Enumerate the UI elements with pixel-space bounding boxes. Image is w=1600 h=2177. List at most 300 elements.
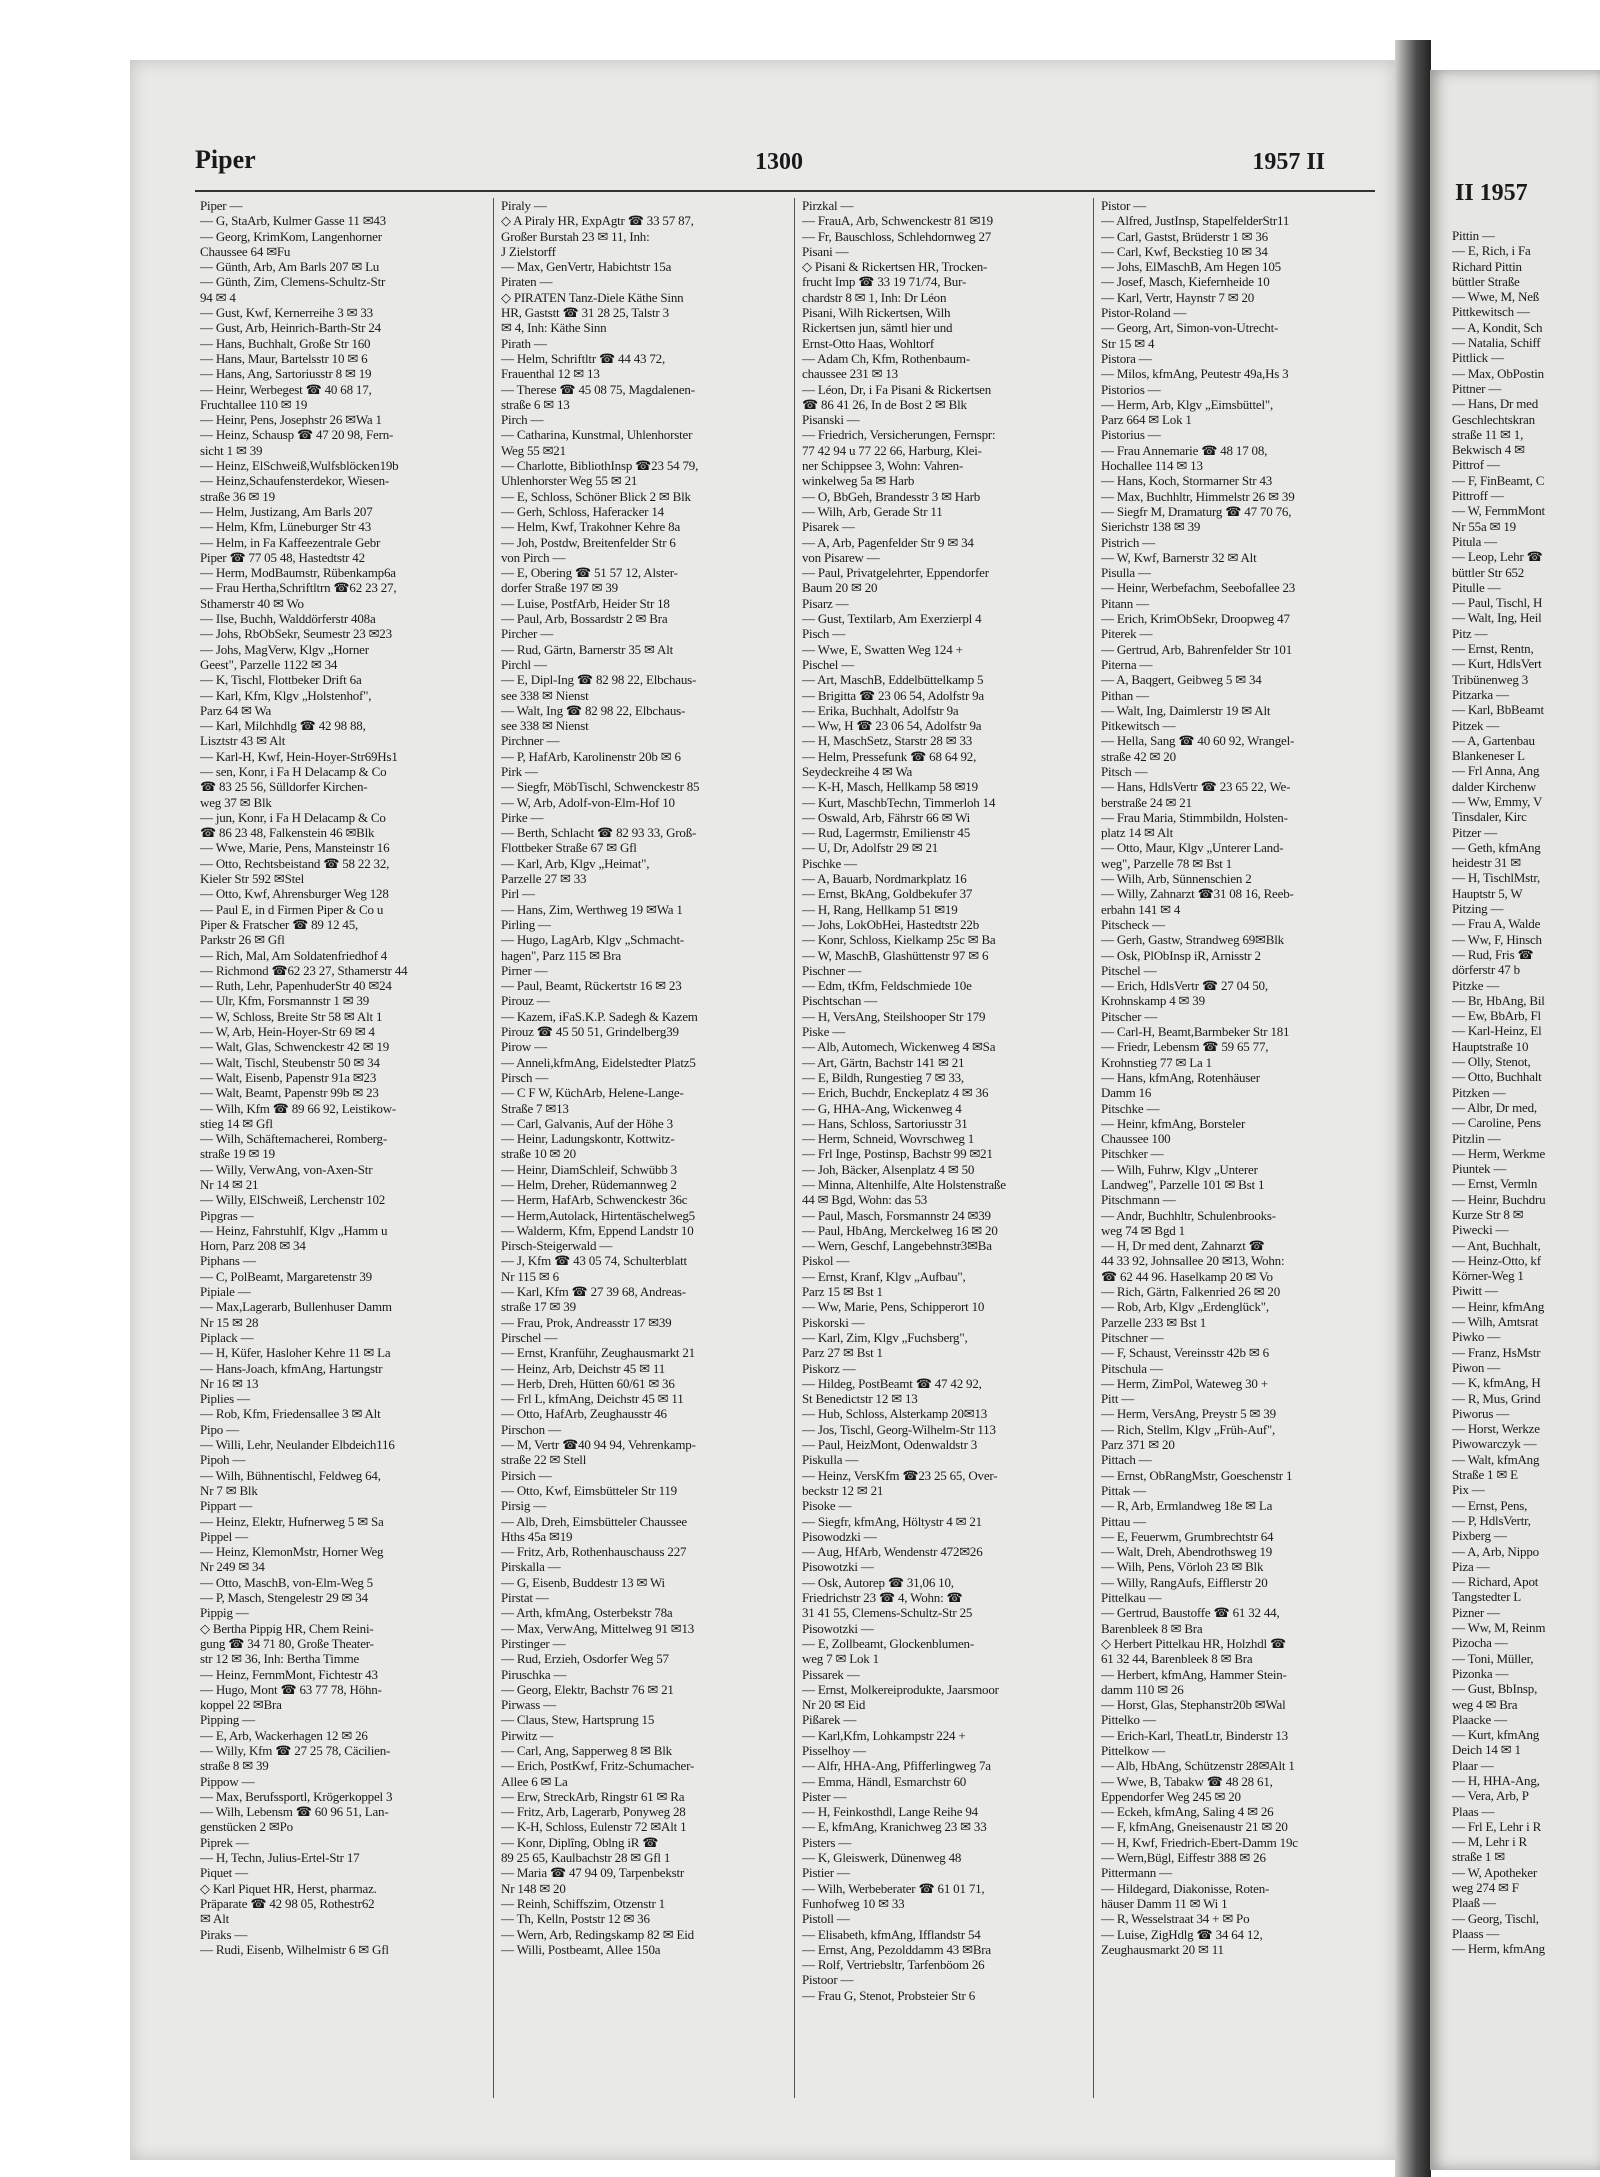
- directory-column-2: [501, 198, 786, 2158]
- directory-entry: — Siegfr M, Dramaturg ☎ 47 70 76,: [1101, 503, 1292, 519]
- directory-entry: — Hans, HdlsVertr ☎ 23 65 22, We-: [1101, 779, 1291, 795]
- directory-entry: — Herm, Werkme: [1452, 1145, 1546, 1161]
- directory-entry: Plaas —: [1452, 1803, 1495, 1819]
- directory-entry: — Heinr, Werbegest ☎ 40 68 17,: [200, 381, 372, 397]
- directory-entry: — Carl, Kwf, Beckstieg 10 ✉ 34: [1101, 243, 1268, 259]
- directory-entry: weg 274 ✉ F: [1452, 1880, 1519, 1896]
- directory-entry: — G, HHA-Ang, Wickenweg 4: [802, 1100, 962, 1116]
- directory-entry: — Josef, Masch, Kiefernheide 10: [1101, 274, 1270, 290]
- directory-entry: — Wern, Arb, Redingskamp 82 ✉ Eid: [501, 1926, 694, 1942]
- directory-entry: — Max,Lagerarb, Bullenhuser Damm: [200, 1299, 392, 1315]
- directory-entry: — P, HafArb, Karolinenstr 20b ✉ 6: [501, 748, 681, 764]
- directory-entry: Horn, Parz 208 ✉ 34: [200, 1238, 306, 1254]
- directory-entry: — E, kfmAng, Kranichweg 23 ✉ 33: [802, 1819, 987, 1835]
- directory-entry: — M, Vertr ☎40 94 94, Vehrenkamp-: [501, 1437, 696, 1453]
- directory-entry: straße 10 ✉ 20: [501, 1146, 576, 1162]
- directory-entry: — Frau Annemarie ☎ 48 17 08,: [1101, 442, 1268, 458]
- directory-entry: — Horst, Werkze: [1452, 1421, 1540, 1437]
- header-rule: [195, 190, 1375, 192]
- directory-entry: — U, Dr, Adolfstr 29 ✉ 21: [802, 840, 939, 856]
- directory-entry: 89 25 65, Kaulbachstr 28 ✉ Gfl 1: [501, 1850, 671, 1866]
- directory-entry: — W, Arb, Hein-Hoyer-Str 69 ✉ 4: [200, 1024, 375, 1040]
- directory-entry: — Helm, Kwf, Trakohner Kehre 8a: [501, 519, 681, 535]
- directory-entry: J Zielstorff: [501, 243, 556, 259]
- directory-entry: — Frau Hertha,Schriftltrn ☎62 23 27,: [200, 580, 397, 596]
- directory-entry: — Max, VerwAng, Mittelweg 91 ✉13: [501, 1620, 695, 1636]
- directory-entry: — Therese ☎ 45 08 75, Magdalenen-: [501, 381, 695, 397]
- directory-entry: — Frl Inge, Postinsp, Bachstr 99 ✉21: [802, 1146, 993, 1162]
- directory-entry: Pirch —: [501, 412, 544, 428]
- directory-entry: — Gust, Arb, Heinrich-Barth-Str 24: [200, 320, 381, 336]
- directory-entry: — Alfred, JustInsp, StapelfelderStr11: [1101, 213, 1290, 229]
- directory-entry: ner Schippsee 3, Wohn: Vahren-: [802, 458, 964, 474]
- directory-entry: Pistorios —: [1101, 381, 1161, 397]
- directory-entry: — Ew, BbArb, Fl: [1452, 1008, 1541, 1024]
- directory-entry: — K-H, Schloss, Eulenstr 72 ✉Alt 1: [501, 1819, 687, 1835]
- directory-entry: — Gerh, Gastw, Strandweg 69✉Blk: [1101, 932, 1284, 948]
- directory-entry: Pitulle —: [1452, 579, 1501, 595]
- directory-entry: — Hans, Maur, Bartelsstr 10 ✉ 6: [200, 350, 368, 366]
- directory-entry: — Aug, HfArb, Wendenstr 472✉26: [802, 1544, 983, 1560]
- directory-entry: — Georg, Art, Simon-von-Utrecht-: [1101, 320, 1279, 336]
- directory-entry: — Wilh, Lebensm ☎ 60 96 51, Lan-: [200, 1804, 389, 1820]
- directory-entry: — Carl, Ang, Sapperweg 8 ✉ Blk: [501, 1742, 672, 1758]
- directory-entry: — Ernst, Kranf, Klgv „Aufbau",: [802, 1268, 966, 1284]
- directory-entry: — F, kfmAng, Gneisenaustr 21 ✉ 20: [1101, 1819, 1288, 1835]
- directory-entry: — Erich-Karl, TheatLtr, Binderstr 13: [1101, 1727, 1288, 1743]
- directory-entry: Pitz —: [1452, 625, 1488, 641]
- directory-entry: Chaussee 64 ✉Fu: [200, 243, 291, 259]
- directory-entry: Pittroff —: [1452, 488, 1504, 504]
- directory-entry: Lisztstr 43 ✉ Alt: [200, 733, 286, 749]
- directory-entry: — Gust, Kwf, Kernerreihe 3 ✉ 33: [200, 305, 373, 321]
- directory-entry: Pithan —: [1101, 687, 1149, 703]
- directory-entry: — Kurt, HdlsVert: [1452, 656, 1542, 672]
- directory-entry: — Gust, BbInsp,: [1452, 1681, 1538, 1697]
- directory-entry: — Arth, kfmAng, Osterbekstr 78a: [501, 1605, 673, 1621]
- directory-entry: Plaacke —: [1452, 1711, 1507, 1727]
- directory-entry: — Rob, Arb, Klgv „Erdenglück",: [1101, 1299, 1269, 1315]
- directory-entry: Pittach —: [1101, 1452, 1152, 1468]
- directory-entry: — Erich, Buchdr, Enckeplatz 4 ✉ 36: [802, 1085, 989, 1101]
- directory-entry: Parkstr 26 ✉ Gfl: [200, 932, 285, 948]
- directory-entry: Pistoor —: [802, 1972, 854, 1988]
- directory-entry: Pitzing —: [1452, 901, 1504, 917]
- directory-entry: Rickertsen jun, sämtl hier und: [802, 320, 953, 336]
- directory-entry: Pirsch —: [501, 1069, 549, 1085]
- directory-entry: — G, StaArb, Kulmer Gasse 11 ✉43: [200, 213, 386, 229]
- directory-entry: — Rolf, Vertriebsltr, Tarfenböom 26: [802, 1957, 985, 1973]
- directory-entry: Pischke —: [802, 855, 857, 871]
- directory-entry: — Helm, Pressefunk ☎ 68 64 92,: [802, 748, 977, 764]
- directory-entry: — Paul, Tischl, H: [1452, 595, 1543, 611]
- directory-entry: Str 15 ✉ 4: [1101, 335, 1155, 351]
- directory-entry: — Frau G, Stenot, Probsteier Str 6: [802, 1987, 976, 2003]
- directory-entry: — Milos, kfmAng, Peutestr 49a,Hs 3: [1101, 366, 1289, 382]
- directory-entry: — Edm, tKfm, Feldschmiede 10e: [802, 978, 972, 994]
- directory-entry: Ernst-Otto Haas, Wohltorf: [802, 335, 934, 351]
- directory-entry: Kieler Str 592 ✉Stel: [200, 871, 305, 887]
- directory-entry: genstücken 2 ✉Po: [200, 1819, 293, 1835]
- directory-entry: Pistier —: [802, 1865, 850, 1881]
- directory-entry: Piper ☎ 77 05 48, Hastedtstr 42: [200, 549, 365, 565]
- directory-entry: — Ulr, Kfm, Forsmannstr 1 ✉ 39: [200, 993, 370, 1009]
- directory-entry: — Wilh, Pens, Vörloh 23 ✉ Blk: [1101, 1559, 1264, 1575]
- directory-entry: — Helm, in Fa Kaffeezentrale Gebr: [200, 534, 381, 550]
- directory-entry: weg 37 ✉ Blk: [200, 794, 272, 810]
- directory-entry: Piwowarczyk —: [1452, 1436, 1537, 1452]
- directory-entry: straße 1 ✉: [1452, 1849, 1505, 1865]
- directory-entry: Plaass —: [1452, 1925, 1500, 1941]
- directory-entry: Geest", Parzelle 1122 ✉ 34: [200, 656, 338, 672]
- running-head-name: Piper: [195, 145, 256, 174]
- directory-entry: Pitula —: [1452, 533, 1497, 549]
- directory-entry: Pirl —: [501, 886, 535, 902]
- directory-entry: — Heinr, Werbefachm, Seebofallee 23: [1101, 580, 1296, 596]
- directory-entry: Hauptstr 5, W: [1452, 885, 1523, 901]
- directory-entry: Nr 20 ✉ Eid: [802, 1697, 866, 1713]
- directory-entry: — Jos, Tischl, Georg-Wilhelm-Str 113: [802, 1421, 996, 1437]
- directory-entry: büttler Str 652: [1452, 564, 1525, 580]
- directory-entry: — Ww, M, Reinm: [1452, 1620, 1546, 1636]
- column-divider: [493, 198, 494, 2098]
- directory-entry: Uhlenhorster Weg 55 ✉ 21: [501, 473, 638, 489]
- directory-entry: — Hub, Schloss, Alsterkamp 20✉13: [802, 1406, 988, 1422]
- directory-entry: Pittermann —: [1101, 1865, 1172, 1881]
- directory-entry: — F, FinBeamt, C: [1452, 472, 1545, 488]
- directory-entry: dorfer Straße 197 ✉ 39: [501, 580, 618, 596]
- directory-entry: Körner-Weg 1: [1452, 1268, 1524, 1284]
- directory-entry: Frauenthal 12 ✉ 13: [501, 366, 600, 382]
- directory-entry: — Richard, Apot: [1452, 1574, 1539, 1590]
- directory-entry: — Brigitta ☎ 23 06 54, Adolfstr 9a: [802, 687, 984, 703]
- directory-entry: — Heinz, KlemonMstr, Horner Weg: [200, 1544, 384, 1560]
- directory-entry: — Rich, Mal, Am Soldatenfriedhof 4: [200, 947, 388, 963]
- directory-entry: — Alb, HbAng, Schützenstr 28✉Alt 1: [1101, 1758, 1295, 1774]
- directory-entry: — E, Bildh, Rungestieg 7 ✉ 33,: [802, 1069, 964, 1085]
- directory-entry: Piplies —: [200, 1391, 250, 1407]
- directory-entry: Sthamerstr 40 ✉ Wo: [200, 595, 304, 611]
- directory-entry: Pitscheck —: [1101, 916, 1165, 932]
- directory-entry: Nr 115 ✉ 6: [501, 1268, 559, 1284]
- directory-entry: ☎ 83 25 56, Sülldorfer Kirchen-: [200, 779, 368, 795]
- directory-entry: Piskulla —: [802, 1452, 859, 1468]
- directory-entry: Pirow —: [501, 1039, 547, 1055]
- running-head-year: 1957 II: [1252, 149, 1325, 175]
- directory-entry: — sen, Konr, i Fa H Delacamp & Co: [200, 763, 387, 779]
- directory-entry: — A, Kondit, Sch: [1452, 319, 1543, 335]
- directory-entry: Landweg", Parzelle 101 ✉ Bst 1: [1101, 1177, 1265, 1192]
- directory-entry: ◇ PIRATEN Tanz-Diele Käthe Sinn: [501, 289, 684, 305]
- directory-entry: — Rich, Stellm, Klgv „Früh-Auf",: [1101, 1421, 1276, 1437]
- directory-entry: Pirsich —: [501, 1467, 552, 1483]
- directory-entry: — G, Eisenb, Buddestr 13 ✉ Wi: [501, 1574, 665, 1590]
- directory-entry: — Otto, Maur, Klgv „Unterer Land-: [1101, 840, 1284, 856]
- directory-entry: Pisani, Wilh Rickertsen, Wilh: [802, 305, 951, 321]
- directory-entry: Zeughausmarkt 20 ✉ 11: [1101, 1941, 1224, 1957]
- directory-entry: — Art, Gärtn, Bachstr 141 ✉ 21: [802, 1054, 965, 1070]
- directory-entry: — Otto, MaschB, von-Elm-Weg 5: [200, 1574, 373, 1590]
- right-page-header: II 1957: [1455, 180, 1528, 206]
- directory-entry: — Walt, Glas, Schwenckestr 42 ✉ 19: [200, 1039, 390, 1055]
- directory-entry: — Max, ObPostin: [1452, 365, 1544, 381]
- directory-entry: — Rud, Fris ☎: [1452, 946, 1534, 962]
- directory-entry: — Heinz, Schausp ☎ 47 20 98, Fern-: [200, 427, 394, 443]
- directory-entry: — Walt, Ing, Heil: [1452, 610, 1542, 626]
- directory-entry: — Alb, Dreh, Eimsbütteler Chaussee: [501, 1513, 687, 1529]
- directory-entry: Pirwitz —: [501, 1727, 554, 1743]
- directory-entry: — Karl, Vertr, Haynstr 7 ✉ 20: [1101, 289, 1255, 305]
- directory-entry: Pipiale —: [200, 1284, 251, 1300]
- directory-entry: Pitschke —: [1101, 1100, 1160, 1116]
- directory-entry: Fruchtallee 110 ✉ 19: [200, 396, 308, 412]
- directory-entry: — Heinr, Buchdru: [1452, 1191, 1546, 1207]
- directory-entry: Plaar —: [1452, 1757, 1494, 1773]
- directory-entry: Pitkewitsch —: [1101, 718, 1176, 734]
- directory-entry: — Frau, Prok, Andreasstr 17 ✉39: [501, 1314, 672, 1330]
- directory-entry: Piske —: [802, 1024, 846, 1040]
- directory-entry: Pipoh —: [200, 1452, 246, 1468]
- directory-entry: — R, Wesselstraat 34 + ✉ Po: [1101, 1911, 1250, 1927]
- directory-entry: — Br, HbAng, Bil: [1452, 992, 1545, 1008]
- directory-entry: — Willy, RangAufs, Eifflerstr 20: [1101, 1574, 1268, 1590]
- directory-entry: Pixberg —: [1452, 1528, 1507, 1544]
- directory-entry: — Otto, HafArb, Zeughausstr 46: [501, 1406, 667, 1422]
- directory-entry: Nr 148 ✉ 20: [501, 1880, 566, 1896]
- directory-entry: — FrauA, Arb, Schwenckestr 81 ✉19: [802, 213, 993, 229]
- directory-entry: — Wilh, Arb, Sünnenschien 2: [1101, 871, 1252, 887]
- directory-entry: heidestr 31 ✉: [1452, 855, 1521, 871]
- directory-entry: Pitschner —: [1101, 1329, 1164, 1345]
- directory-entry: Pippow —: [200, 1773, 255, 1789]
- directory-entry: Piuntek —: [1452, 1161, 1507, 1177]
- directory-entry: — Oswald, Arb, Fährstr 66 ✉ Wi: [802, 809, 971, 825]
- directory-entry: Piraten —: [501, 274, 553, 290]
- directory-entry: Pitsch —: [1101, 763, 1148, 779]
- directory-entry: Barenbleek 8 ✉ Bra: [1101, 1620, 1203, 1636]
- directory-entry: — Heinz-Otto, kf: [1452, 1252, 1541, 1268]
- directory-entry: Nr 249 ✉ 34: [200, 1559, 265, 1575]
- directory-entry: Pittrof —: [1452, 457, 1500, 473]
- directory-entry: — R, Mus, Grind: [1452, 1390, 1541, 1406]
- directory-entry: — Heinz, VersKfm ☎23 25 65, Over-: [802, 1467, 998, 1483]
- directory-entry: — Berth, Schlacht ☎ 82 93 33, Groß-: [501, 825, 697, 841]
- directory-entry: ☎ 86 41 26, In de Bost 2 ✉ Blk: [802, 396, 967, 412]
- directory-entry: Krohnskamp 4 ✉ 39: [1101, 993, 1205, 1009]
- directory-entry: — W, FernmMont: [1452, 503, 1545, 519]
- directory-entry: weg", Parzelle 78 ✉ Bst 1: [1101, 855, 1233, 871]
- directory-entry: Pitzke —: [1452, 977, 1500, 993]
- directory-entry: — R, Arb, Ermlandweg 18e ✉ La: [1101, 1498, 1273, 1514]
- directory-entry: — Johs, MagVerw, Klgv „Horner: [200, 641, 369, 657]
- directory-entry: Hths 45a ✉19: [501, 1528, 573, 1544]
- directory-entry: — H, Küfer, Hasloher Kehre 11 ✉ La: [200, 1345, 391, 1361]
- directory-entry: — A, Baqgert, Geibweg 5 ✉ 34: [1101, 672, 1262, 688]
- directory-entry: weg 4 ✉ Bra: [1452, 1696, 1518, 1712]
- directory-entry: straße 42 ✉ 20: [1101, 748, 1176, 764]
- directory-entry: Pittkewitsch —: [1452, 304, 1530, 320]
- directory-entry: Pisowotzki —: [802, 1620, 874, 1636]
- directory-column-1: [200, 198, 485, 2158]
- directory-entry: Pisowodzki —: [802, 1528, 877, 1544]
- directory-entry: — Wwe, M, Neß: [1452, 289, 1540, 305]
- directory-entry: Pitschker —: [1101, 1146, 1164, 1162]
- directory-entry: Pizocha —: [1452, 1635, 1508, 1651]
- directory-entry: — Helm, Kfm, Lüneburger Str 43: [200, 519, 372, 535]
- directory-entry: Pisters —: [802, 1834, 852, 1850]
- directory-entry: — Art, MaschB, Eddelbüttelkamp 5: [802, 672, 984, 688]
- directory-entry: — jun, Konr, i Fa H Delacamp & Co: [200, 809, 386, 825]
- directory-entry: — Ernst, Vermln: [1452, 1176, 1538, 1192]
- directory-entry: — Olly, Stenot,: [1452, 1054, 1531, 1070]
- directory-entry: ☎ 62 44 96. Haselkamp 20 ✉ Vo: [1101, 1268, 1273, 1284]
- directory-entry: — Ruth, Lehr, PapenhuderStr 40 ✉24: [200, 978, 392, 994]
- directory-entry: — Reinh, Schiffszim, Otzenstr 1: [501, 1895, 665, 1911]
- directory-entry: Pirschel —: [501, 1329, 558, 1345]
- directory-entry: Pirner —: [501, 962, 548, 978]
- directory-entry: — Wwe, Marie, Pens, Mansteinstr 16: [200, 840, 390, 856]
- directory-entry: Pirsch-Steigerwald —: [501, 1238, 613, 1254]
- directory-entry: — Helm, Dreher, Rüdemannweg 2: [501, 1177, 677, 1192]
- directory-entry: Pippig —: [200, 1605, 249, 1621]
- directory-entry: beckstr 12 ✉ 21: [802, 1482, 884, 1498]
- directory-entry: — Karl, Milchhdlg ☎ 42 98 88,: [200, 718, 366, 734]
- directory-entry: Pirk —: [501, 763, 538, 779]
- directory-entry: Präparate ☎ 42 98 05, Rothestr62: [200, 1895, 375, 1911]
- directory-entry: — Rob, Kfm, Friedensallee 3 ✉ Alt: [200, 1406, 381, 1422]
- directory-entry: — Wern, Geschf, Langebehnstr3✉Ba: [802, 1238, 992, 1254]
- directory-entry: weg 74 ✉ Bgd 1: [1101, 1222, 1185, 1238]
- directory-entry: — H, TischlMstr,: [1452, 870, 1541, 886]
- directory-entry: — W, Kwf, Barnerstr 32 ✉ Alt: [1101, 549, 1257, 565]
- directory-column-3: [802, 198, 1087, 2158]
- directory-entry: Piskorski —: [802, 1314, 865, 1330]
- directory-entry: — Paul, Masch, Forsmannstr 24 ✉39: [802, 1207, 991, 1223]
- directory-entry: Piper & Fratscher ☎ 89 12 45,: [200, 916, 359, 932]
- directory-entry: Piterek —: [1101, 626, 1153, 642]
- directory-entry: — Ernst, Kranführ, Zeughausmarkt 21: [501, 1345, 695, 1361]
- directory-entry: — E, Arb, Wackerhagen 12 ✉ 26: [200, 1727, 368, 1743]
- directory-entry: — Frl E, Lehr i R: [1452, 1818, 1542, 1834]
- directory-entry: — Luise, ZigHdlg ☎ 34 64 12,: [1101, 1926, 1263, 1942]
- directory-entry: — Ernst, Rentn,: [1452, 641, 1534, 657]
- directory-entry: Pizonka —: [1452, 1665, 1509, 1681]
- directory-entry: Pittin —: [1452, 228, 1495, 243]
- directory-entry: — Walt, Ing, Daimlerstr 19 ✉ Alt: [1101, 702, 1271, 718]
- directory-entry: — J, Kfm ☎ 43 05 74, Schulterblatt: [501, 1253, 687, 1269]
- directory-entry: — Carl-H, Beamt,Barmbeker Str 181: [1101, 1024, 1290, 1040]
- directory-entry: büttler Straße: [1452, 273, 1520, 289]
- directory-entry: — Heinr, Ladungskontr, Kottwitz-: [501, 1131, 675, 1147]
- directory-entry: — Paul, Beamt, Rückertstr 16 ✉ 23: [501, 978, 682, 994]
- directory-entry: — Heinr, kfmAng: [1452, 1298, 1545, 1314]
- directory-entry: straße 36 ✉ 19: [200, 488, 275, 504]
- directory-entry: — Hans-Joach, kfmAng, Hartungstr: [200, 1360, 383, 1376]
- directory-entry: — Natalia, Schiff: [1452, 335, 1541, 351]
- directory-entry: Piruschka —: [501, 1666, 567, 1682]
- directory-entry: — Johs, LokObHei, Hastedtstr 22b: [802, 916, 980, 932]
- directory-entry: Pisanski —: [802, 412, 860, 428]
- directory-entry: Piquet —: [200, 1865, 248, 1881]
- directory-entry: straße 11 ✉ 1,: [1452, 426, 1524, 442]
- directory-entry: — Paul, HbAng, Merckelweg 16 ✉ 20: [802, 1222, 998, 1238]
- directory-entry: — Rud, Lagermstr, Emilienstr 45: [802, 825, 971, 841]
- directory-entry: — Rud, Gärtn, Barnerstr 35 ✉ Alt: [501, 641, 674, 657]
- directory-entry: — Günth, Arb, Am Barls 207 ✉ Lu: [200, 259, 380, 275]
- directory-entry: — Joh, Postdw, Breitenfelder Str 6: [501, 534, 676, 550]
- directory-entry: — W, Arb, Adolf-von-Elm-Hof 10: [501, 794, 675, 810]
- directory-entry: — M, Lehr i R: [1452, 1834, 1528, 1850]
- directory-entry: Pirchl —: [501, 656, 547, 672]
- directory-entry: — Wwe, B, Tabakw ☎ 48 28 61,: [1101, 1773, 1273, 1789]
- directory-entry: straße 22 ✉ Stell: [501, 1452, 587, 1468]
- directory-entry: — Erw, StreckArb, Ringstr 61 ✉ Ra: [501, 1788, 685, 1804]
- directory-entry: — Hans, Ang, Sartoriusstr 8 ✉ 19: [200, 366, 372, 382]
- directory-entry: Parz 664 ✉ Lok 1: [1101, 412, 1192, 428]
- directory-entry: — Wilh, Fuhrw, Klgv „Unterer: [1101, 1161, 1258, 1177]
- directory-entry: — Georg, Tischl,: [1452, 1910, 1539, 1926]
- directory-entry: — Heinz, Arb, Deichstr 45 ✉ 11: [501, 1360, 665, 1376]
- directory-entry: Pistor —: [1101, 198, 1146, 213]
- directory-entry: — Ww, H ☎ 23 06 54, Adolfstr 9a: [802, 718, 982, 734]
- directory-entry: — Franz, HsMstr: [1452, 1344, 1541, 1360]
- directory-entry: Tribünenweg 3: [1452, 671, 1529, 687]
- directory-entry: — Paul, Arb, Bossardstr 2 ✉ Bra: [501, 611, 668, 627]
- directory-entry: Parzelle 27 ✉ 33: [501, 871, 587, 887]
- directory-entry: — W, Schloss, Breite Str 58 ✉ Alt 1: [200, 1008, 383, 1024]
- directory-entry: — Wilh, Schäftemacherei, Romberg-: [200, 1131, 387, 1147]
- directory-entry: 77 42 94 u 77 22 66, Harburg, Klei-: [802, 442, 982, 458]
- directory-entry: — Wwe, E, Swatten Weg 124 +: [802, 641, 963, 657]
- directory-entry: — Hildeg, PostBeamt ☎ 47 42 92,: [802, 1375, 982, 1391]
- directory-entry: — Erich, KrimObSekr, Droopweg 47: [1101, 611, 1290, 627]
- directory-entry: — Hans, Schloss, Sartoriusstr 31: [802, 1115, 968, 1131]
- directory-entry: — Georg, Elektr, Bachstr 76 ✉ 21: [501, 1681, 674, 1697]
- directory-entry: Piwitt —: [1452, 1283, 1498, 1299]
- directory-entry: Pirstat —: [501, 1590, 549, 1606]
- directory-entry: — P, HdlsVertr,: [1452, 1512, 1531, 1528]
- directory-entry: see 338 ✉ Nienst: [501, 687, 589, 703]
- directory-entry: 94 ✉ 4: [200, 289, 236, 305]
- directory-entry: Pischel —: [802, 656, 855, 672]
- directory-entry: — Wern,Bügl, Eiffestr 388 ✉ 26: [1101, 1850, 1266, 1866]
- directory-entry: — Heinr, Pens, Josephstr 26 ✉Wa 1: [200, 412, 382, 428]
- directory-entry: Parzelle 233 ✉ Bst 1: [1101, 1314, 1207, 1330]
- directory-entry: Pitt —: [1101, 1391, 1135, 1407]
- directory-entry: straße 8 ✉ 39: [200, 1758, 269, 1774]
- directory-entry: Großer Burstah 23 ✉ 11, Inh:: [501, 228, 650, 244]
- directory-entry: Pisarek —: [802, 519, 855, 535]
- directory-entry: — Ernst, Ang, Pezolddamm 43 ✉Bra: [802, 1941, 991, 1957]
- directory-entry: Pippel —: [200, 1528, 248, 1544]
- directory-entry: — Walt, Eisenb, Papenstr 91a ✉23: [200, 1069, 377, 1085]
- directory-entry: Piprek —: [200, 1834, 249, 1850]
- directory-entry: Piper —: [200, 198, 243, 213]
- directory-entry: koppel 22 ✉Bra: [200, 1697, 282, 1713]
- directory-entry: — Ww, F, Hinsch: [1452, 931, 1542, 947]
- directory-entry: Nr 14 ✉ 21: [200, 1177, 259, 1192]
- directory-entry: — Willy, VerwAng, von-Axen-Str: [200, 1161, 373, 1177]
- directory-entry: Allee 6 ✉ La: [501, 1773, 568, 1789]
- directory-entry: stieg 14 ✉ Gfl: [200, 1115, 273, 1131]
- directory-entry: Piwko —: [1452, 1329, 1501, 1345]
- directory-entry: — Johs, RbObSekr, Seumestr 23 ✉23: [200, 626, 392, 642]
- directory-entry: Piraks —: [200, 1926, 248, 1942]
- directory-entry: Parz 371 ✉ 20: [1101, 1437, 1175, 1453]
- directory-entry: Hochallee 114 ✉ 13: [1101, 458, 1203, 474]
- directory-entry: — A, Bauarb, Nordmarkplatz 16: [802, 871, 967, 887]
- directory-entry: — Hans, Zim, Werthweg 19 ✉Wa 1: [501, 901, 683, 917]
